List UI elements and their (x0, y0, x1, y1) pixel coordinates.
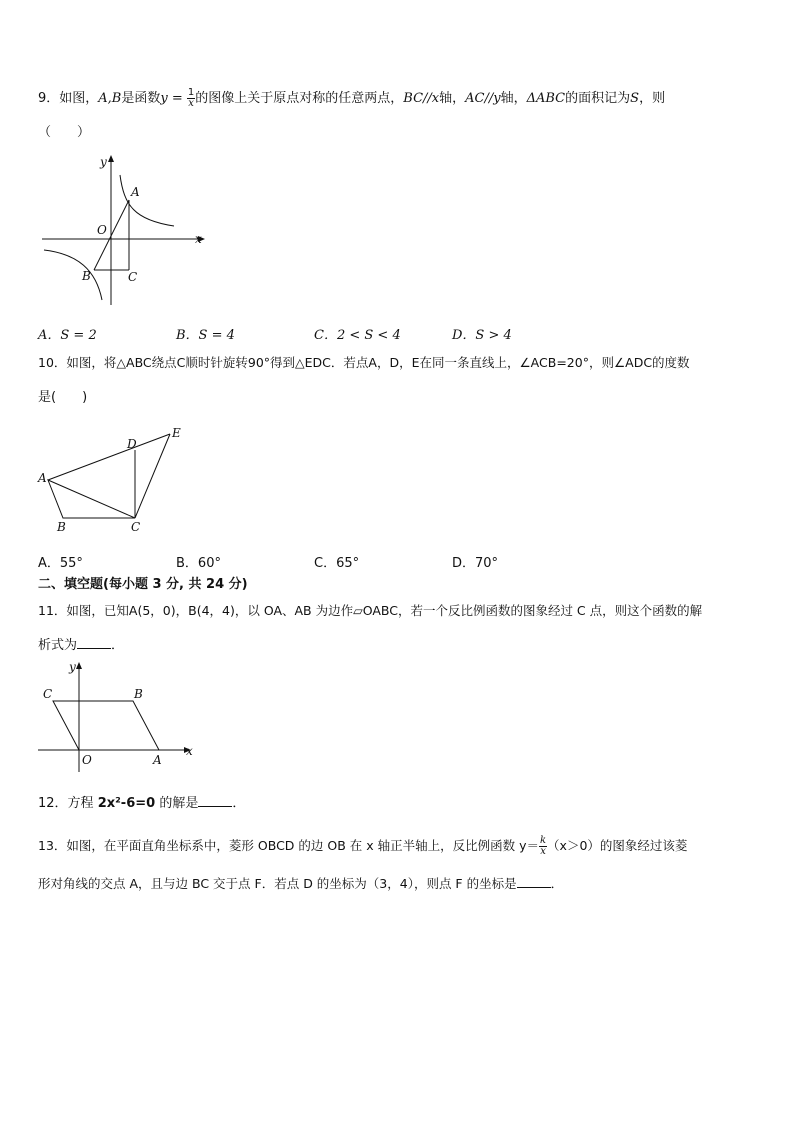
q9-label-a: A (131, 185, 140, 199)
q13-text-b: （x＞0）的图象经过该菱 (547, 838, 688, 853)
q9-text2: 的图像上关于原点对称的任意两点， (195, 91, 404, 106)
q12-equation: 2x²-6=0 (97, 796, 156, 811)
q10-option-d: D．70° (452, 556, 499, 571)
q11-label-x: x (186, 744, 193, 758)
q9-label-b: B (82, 269, 91, 283)
q12-answer-blank[interactable] (198, 794, 232, 807)
q9-triangle: ΔABC (526, 91, 566, 106)
q11-label-a: A (153, 753, 162, 767)
q13-answer-blank[interactable] (517, 875, 551, 888)
q10-label-d: D (127, 437, 137, 451)
q10-stem-line1: 10．如图，将△ABC绕点C顺时针旋转90°得到△EDC．若点A，D，E在同一条直线上，∠ACB=20°，则∠ADC的度数 (38, 355, 690, 370)
q10-triangle-abc (48, 480, 135, 518)
q11-text: 析式为 (38, 638, 78, 653)
q9-bc: BC//x (403, 91, 440, 106)
q11-label-c: C (43, 687, 53, 701)
q10-option-a: A．55° (38, 556, 83, 571)
q11-answer-blank[interactable] (77, 636, 111, 649)
q12-period: ． (232, 796, 246, 811)
q12-text-b: 的解是 (155, 796, 199, 811)
q9-axis1: 轴， (439, 91, 466, 106)
q9-option-b: B．S = 4 (176, 328, 235, 343)
q10-label-c: C (131, 520, 141, 534)
q11-label-b: B (134, 687, 143, 701)
q10-label-e: E (172, 426, 181, 440)
q11-label-y: y (69, 660, 76, 674)
q9-fraction (187, 88, 195, 109)
q13-fraction (539, 836, 547, 857)
q9-option-c: C．2 < S < 4 (314, 328, 401, 343)
q13-text-c: 形对角线的交点 A，且与边 BC 交于点 F．若点 D 的坐标为（3，4），则点 F 的坐标是 (38, 876, 517, 891)
q10-stem-line2: 是( ) (38, 390, 88, 405)
q10-line-ae (48, 434, 170, 480)
q9-hyperbola-right (120, 175, 174, 226)
q12-stem (38, 794, 245, 813)
q9-area: 的面积记为 (565, 91, 631, 106)
q9-label-y: y (100, 155, 107, 169)
q9-then: ，则 (639, 91, 666, 106)
q13-stem-line1 (38, 836, 687, 857)
q11-y-arrow (76, 662, 82, 669)
q9-axis2: 轴， (500, 91, 527, 106)
q9-text: 是函数 (121, 91, 161, 106)
q9-ac: AC//y (465, 91, 501, 106)
q13-stem-line2 (38, 875, 563, 893)
q10-label-b: B (57, 520, 66, 534)
q10-line-ce (135, 434, 170, 518)
q9-y-arrow (108, 155, 114, 162)
q9-option-a: A．S = 2 (38, 328, 97, 343)
q11-period: ． (111, 638, 125, 653)
q9-frac-den: x (188, 98, 194, 109)
q11-figure (36, 657, 196, 772)
q9-label-o: O (97, 223, 107, 237)
q9-frac-num: 1 (187, 87, 195, 98)
q9-option-d: D．S > 4 (452, 328, 512, 343)
q9-s: S (630, 91, 640, 106)
q9-y-eq: y = (160, 91, 183, 106)
q11-stem-line2 (38, 636, 124, 655)
section-heading-fill-in: 二、填空题(每小题 3 分, 共 24 分) (38, 577, 248, 592)
q11-label-o: O (82, 753, 92, 767)
q9-number: 9．如图， (38, 91, 99, 106)
q10-option-b: B．60° (176, 556, 221, 571)
q12-text-a: 12．方程 (38, 796, 98, 811)
q13-period: ． (550, 876, 564, 891)
q9-label-c: C (128, 270, 138, 284)
q10-figure (36, 422, 196, 537)
q13-text-a: 13．如图，在平面直角坐标系中，菱形 OBCD 的边 OB 在 x 轴正半轴上，反比例函数 y＝ (38, 838, 539, 853)
q11-parallelogram (53, 701, 159, 750)
q13-frac-den: x (540, 846, 546, 857)
q10-label-a: A (38, 471, 47, 485)
q9-stem (38, 88, 665, 109)
q9-hyperbola-left (44, 250, 102, 300)
q11-stem-line1: 11．如图，已知A(5，0)，B(4，4)，以 OA、AB 为边作▱OABC，若一个反比例函数的图象经过 C 点，则这个函数的解 (38, 603, 703, 618)
q9-points-ab: A,B (98, 91, 122, 106)
q9-paren: （ ） (38, 125, 91, 140)
q9-figure (38, 150, 208, 310)
q10-option-c: C．65° (314, 556, 360, 571)
q13-frac-num: k (539, 835, 547, 846)
q9-label-x: x (195, 232, 202, 246)
